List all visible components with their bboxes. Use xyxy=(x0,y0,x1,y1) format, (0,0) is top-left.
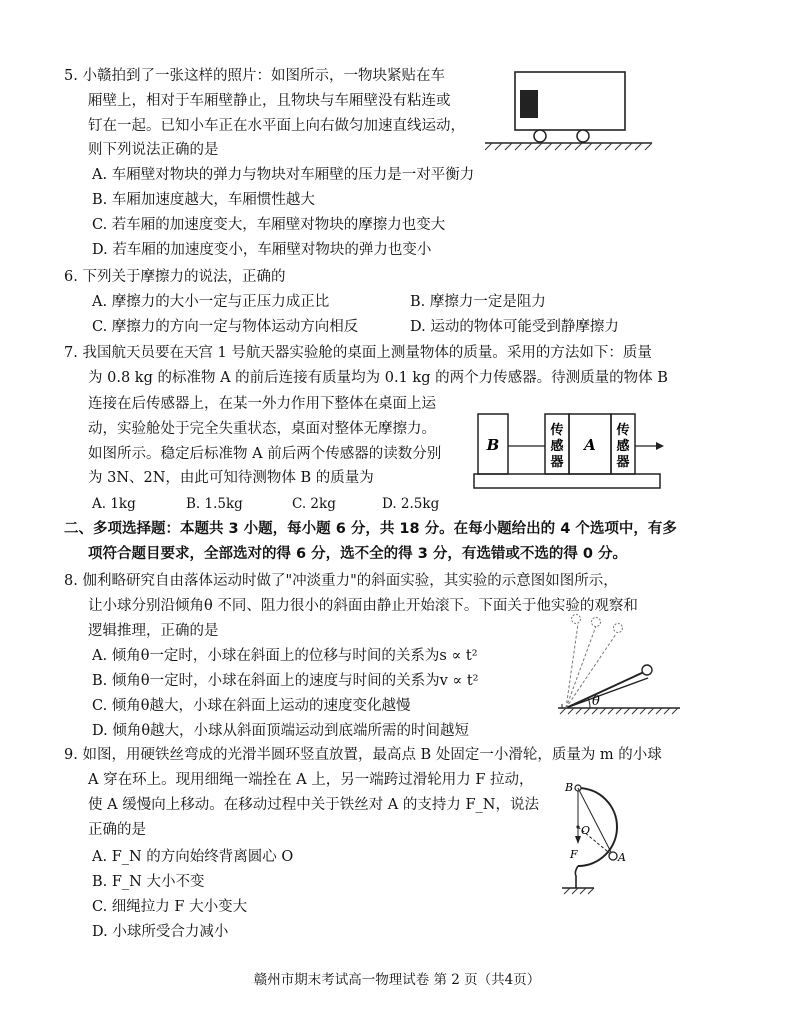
q5-option-b: B. 车厢加速度越大，车厢惯性越大 xyxy=(92,192,315,208)
q5-stem-line3: 钉在一起。已知小车正在水平面上向右做匀加速直线运动， xyxy=(88,118,465,134)
q9-stem-line1: 9. 如图，用硬铁丝弯成的光滑半圆环竖直放置，最高点 B 处固定一小滑轮，质量为 m 的小球 xyxy=(64,747,662,763)
q8-option-c: C. 倾角θ越大，小球在斜面上运动的速度变化越慢 xyxy=(92,698,411,714)
q8-stem-line1: 8. 伽利略研究自由落体运动时做了"冲淡重力"的斜面实验，其实验的示意图如图所示， xyxy=(64,573,618,589)
q5-option-d: D. 若车厢的加速度变小，车厢壁对物块的弹力也变小 xyxy=(92,242,432,258)
q7-front-sensor-char1: 传 xyxy=(616,423,630,438)
q9-point-a-label: A xyxy=(618,851,626,864)
q9-point-b-label: B xyxy=(565,781,574,794)
q9-option-b: B. F_N 大小不变 xyxy=(92,874,205,890)
q6-option-b: B. 摩擦力一定是阻力 xyxy=(410,294,546,310)
q7-stem-line2: 为 0.8 kg 的标准物 A 的前后连接有质量均为 0.1 kg 的两个力传感器。待测质量的物体 B xyxy=(88,370,668,386)
q5-stem-line2: 厢壁上，相对于车厢壁静止，且物块与车厢壁没有粘连或 xyxy=(88,93,451,109)
q9-stem-line4: 正确的是 xyxy=(88,822,146,838)
q7-stem-line1: 7. 我国航天员要在天宫 1 号航天器实验舱的桌面上测量物体的质量。采用的方法如下：质量 xyxy=(64,345,652,361)
q8-option-a: A. 倾角θ一定时，小球在斜面上的位移与时间的关系为s ∝ t² xyxy=(92,648,478,664)
q7-option-d: D. 2.5kg xyxy=(382,496,440,512)
q7-option-a: A. 1kg xyxy=(92,496,136,512)
section2-heading-line1: 二、多项选择题：本题共 3 小题，每小题 6 分，共 18 分。在每小题给出的 4 个选项中，有多 xyxy=(64,521,677,537)
q7-stem-line6: 为 3N、2N，由此可知待测物体 B 的质量为 xyxy=(88,470,374,486)
q9-option-c: C. 细绳拉力 F 大小变大 xyxy=(92,899,248,915)
q9-center-o-label: O xyxy=(581,824,591,837)
q7-sensor-figure xyxy=(470,410,670,492)
q9-stem-line3: 使 A 缓慢向上移动。在移动过程中关于铁丝对 A 的支持力 F_N，说法 xyxy=(88,797,539,813)
q6-stem: 6. 下列关于摩擦力的说法，正确的 xyxy=(64,269,286,285)
page-footer: 赣州市期末考试高一物理试卷 第 2 页（共4页） xyxy=(253,972,541,988)
q9-option-a: A. F_N 的方向始终背离圆心 O xyxy=(92,849,294,865)
section2-heading-line2: 项符合题目要求，全部选对的得 6 分，选不全的得 3 分，有选错或不选的得 0 分。 xyxy=(88,546,628,562)
q9-semicircle-figure xyxy=(560,776,650,916)
q7-option-b: B. 1.5kg xyxy=(186,496,243,512)
q8-theta-label: θ xyxy=(592,694,600,709)
q5-stem-line1: 5. 小赣拍到了一张这样的照片：如图所示，一物块紧贴在车 xyxy=(64,68,445,84)
q8-option-b: B. 倾角θ一定时，小球在斜面上的速度与时间的关系为v ∝ t² xyxy=(92,673,479,689)
q7-option-c: C. 2kg xyxy=(292,496,336,512)
q5-option-a: A. 车厢壁对物块的弹力与物块对车厢壁的压力是一对平衡力 xyxy=(92,167,475,183)
q5-option-c: C. 若车厢的加速度变大，车厢壁对物块的摩擦力也变大 xyxy=(92,217,446,233)
q9-force-f-label: F xyxy=(570,848,578,861)
q5-stem-line4: 则下列说法正确的是 xyxy=(88,142,219,158)
q7-front-sensor-char3: 器 xyxy=(616,455,630,470)
q8-stem-line3: 逻辑推理，正确的是 xyxy=(88,623,219,639)
q7-rear-sensor-char3: 器 xyxy=(550,455,564,470)
q7-stem-line4: 动，实验舱处于完全失重状态，桌面对整体无摩擦力。 xyxy=(88,421,436,437)
q7-block-b-label: B xyxy=(486,436,500,454)
q9-stem-line2: A 穿在环上。现用细绳一端拴在 A 上，另一端跨过滑轮用力 F 拉动， xyxy=(88,772,534,788)
q6-option-a: A. 摩擦力的大小一定与正压力成正比 xyxy=(92,294,330,310)
q8-option-d: D. 倾角θ越大，小球从斜面顶端运动到底端所需的时间越短 xyxy=(92,723,470,739)
q5-cart-figure xyxy=(480,66,660,156)
q7-block-a-label: A xyxy=(584,436,596,454)
q8-incline-figure xyxy=(548,612,688,718)
q6-option-c: C. 摩擦力的方向一定与物体运动方向相反 xyxy=(92,319,359,335)
q6-option-d: D. 运动的物体可能受到静摩擦力 xyxy=(410,319,619,335)
q7-rear-sensor-char2: 感 xyxy=(550,439,564,454)
q7-rear-sensor-char1: 传 xyxy=(550,423,564,438)
q9-option-d: D. 小球所受合力减小 xyxy=(92,924,229,940)
q7-front-sensor-char2: 感 xyxy=(616,439,630,454)
q8-stem-line2: 让小球分别沿倾角θ 不同、阻力很小的斜面由静止开始滚下。下面关于他实验的观察和 xyxy=(88,598,638,614)
q7-stem-line5: 如图所示。稳定后标准物 A 前后两个传感器的读数分别 xyxy=(88,446,442,462)
q7-stem-line3: 连接在后传感器上，在某一外力作用下整体在桌面上运 xyxy=(88,396,436,412)
